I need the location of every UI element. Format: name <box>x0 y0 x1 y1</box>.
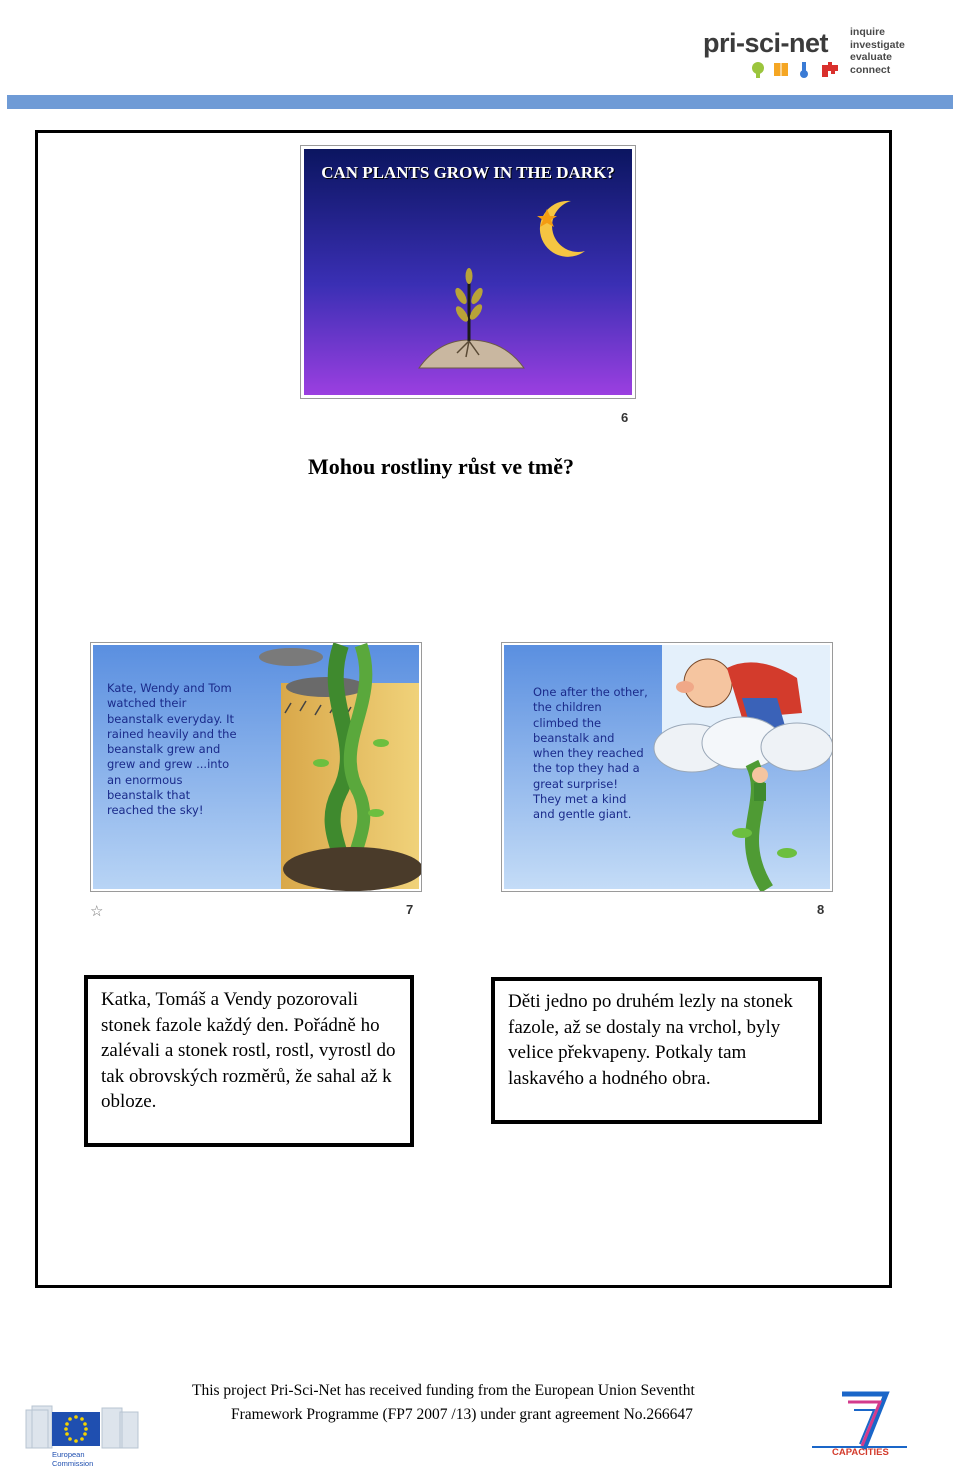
slide-6 <box>300 145 636 399</box>
pri-sci-net-logo <box>700 26 915 82</box>
slide-8-text: One after the other, the children climbed the beanstalk and when they reached the top they had a great surprise! They met a kind and gentle giant. <box>533 685 648 822</box>
eu-label-line2: Commission <box>52 1459 94 1468</box>
header-bar <box>7 95 953 109</box>
logo-icons <box>750 59 845 79</box>
funding-line-2: Framework Programme (FP7 2007 /13) under grant agreement No.266647 <box>231 1406 693 1423</box>
slide-6-title: CAN PLANTS GROW IN THE DARK? <box>321 163 615 182</box>
tagline-investigate: investigate <box>850 38 905 51</box>
slide-7 <box>90 642 422 892</box>
tagline-connect: connect <box>850 63 891 76</box>
brand-name: pri-sci-net <box>703 28 829 58</box>
fp7-capacities-logo <box>812 1388 907 1463</box>
caption-left: Katka, Tomáš a Vendy pozorovali stonek fazole každý den. Pořádně ho zalévali a stonek rostl, rostl, vyrostl do tak obrovských rozměrů, že sahal až k obloze. <box>84 975 414 1147</box>
slide-number-8: 8 <box>817 902 825 917</box>
slide-7-text: Kate, Wendy and Tom watched their beanstalk everyday. It rained heavily and the beanstalk grew and grew and grew ...into an enormous beanstalk that reached the sky! <box>107 681 237 818</box>
european-commission-logo <box>24 1390 144 1475</box>
tagline-inquire: inquire <box>850 26 886 38</box>
eu-label <box>52 1450 93 1468</box>
star-icon: ☆ <box>90 904 104 920</box>
slide-number-6: 6 <box>621 410 629 425</box>
tagline-evaluate: evaluate <box>850 51 893 63</box>
eu-label-line1: European <box>52 1450 85 1459</box>
funding-line-1: This project Pri-Sci-Net has received funding from the European Union Seventht <box>192 1382 695 1399</box>
logo-tagline <box>850 26 905 76</box>
page-title: Mohou rostliny růst ve tmě? <box>308 454 575 479</box>
slide-8 <box>501 642 833 892</box>
caption-right: Děti jedno po druhém lezly na stonek fazole, až se dostaly na vrchol, byly velice překvapeny. Potkaly tam laskavého a hodného obra. <box>491 977 822 1124</box>
fp7-label: CAPACITIES <box>832 1447 889 1458</box>
slide-number-7: 7 <box>406 902 414 917</box>
